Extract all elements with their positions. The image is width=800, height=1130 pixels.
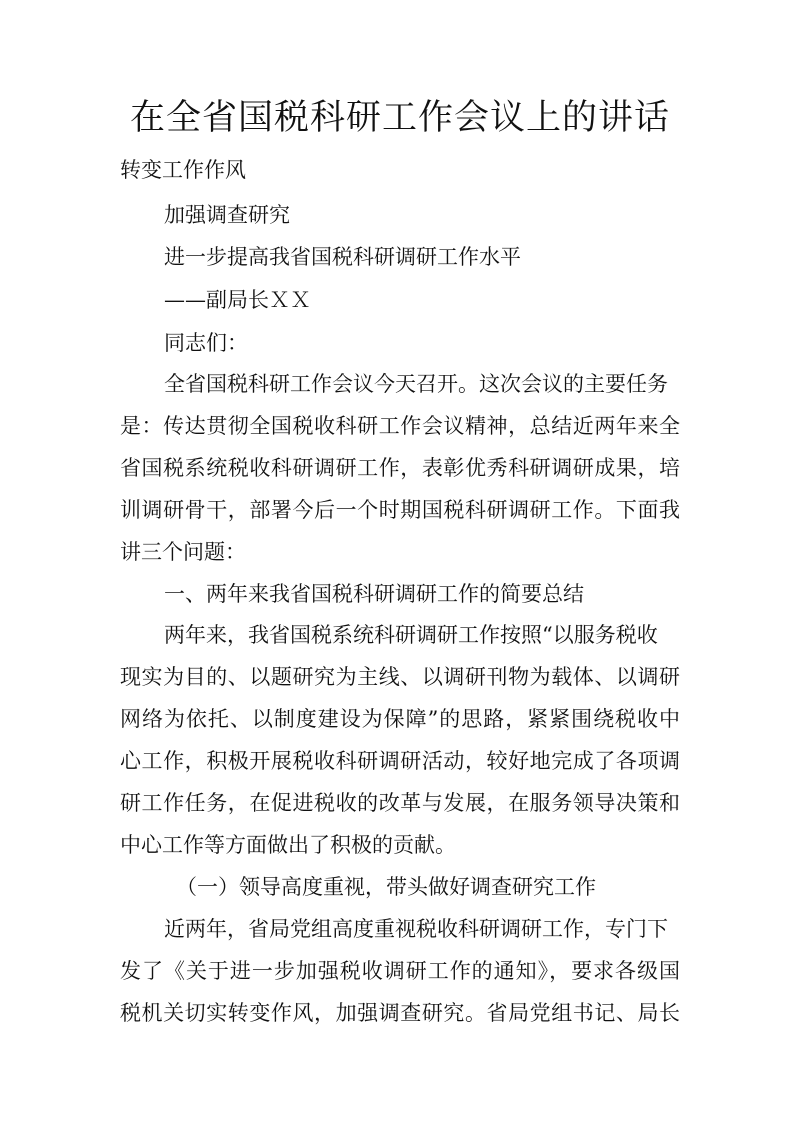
paragraph1-line-5: 讲三个问题： — [120, 540, 246, 564]
header-line-1: 转变工作作风 — [120, 158, 246, 182]
paragraph3-line-2: 发了《关于进一步加强税收调研工作的通知》，要求各级国 — [120, 959, 680, 983]
paragraph3-line-3: 税机关切实转变作风，加强调查研究。省局党组书记、局长 — [120, 1001, 680, 1025]
author-line: ——副局长ＸＸ — [164, 288, 311, 312]
section1-heading: 一、两年来我省国税科研调研工作的简要总结 — [164, 582, 584, 606]
paragraph2-line-1: 两年来，我省国税系统科研调研工作按照“以服务税收 — [164, 623, 658, 647]
paragraph2-line-4: 心工作，积极开展税收科研调研活动，较好地完成了各项调 — [120, 749, 680, 773]
paragraph2-line-6: 中心工作等方面做出了积极的贡献。 — [120, 833, 456, 857]
salutation: 同志们： — [164, 331, 248, 355]
paragraph1-line-4: 训调研骨干，部署今后一个时期国税科研调研工作。下面我 — [120, 498, 680, 522]
paragraph2-line-2: 现实为目的、以题研究为主线、以调研刊物为载体、以调研 — [120, 665, 680, 689]
paragraph2-line-3: 网络为依托、以制度建设为保障”的思路，紧紧围绕税收中 — [120, 707, 680, 731]
header-line-3: 进一步提高我省国税科研调研工作水平 — [164, 245, 521, 269]
paragraph1-line-3: 省国税系统税收科研调研工作，表彰优秀科研调研成果，培 — [120, 456, 680, 480]
paragraph1-line-1: 全省国税科研工作会议今天召开。这次会议的主要任务 — [164, 372, 668, 396]
header-line-2: 加强调查研究 — [164, 203, 290, 227]
paragraph3-line-1: 近两年，省局党组高度重视税收科研调研工作，专门下 — [164, 917, 668, 941]
paragraph2-line-5: 研工作任务，在促进税收的改革与发展，在服务领导决策和 — [120, 791, 680, 815]
subsection1-heading: （一）领导高度重视，带头做好调查研究工作 — [176, 875, 596, 899]
document-title: 在全省国税科研工作会议上的讲话 — [129, 98, 670, 138]
paragraph1-line-2: 是：传达贯彻全国税收科研工作会议精神，总结近两年来全 — [120, 414, 680, 438]
